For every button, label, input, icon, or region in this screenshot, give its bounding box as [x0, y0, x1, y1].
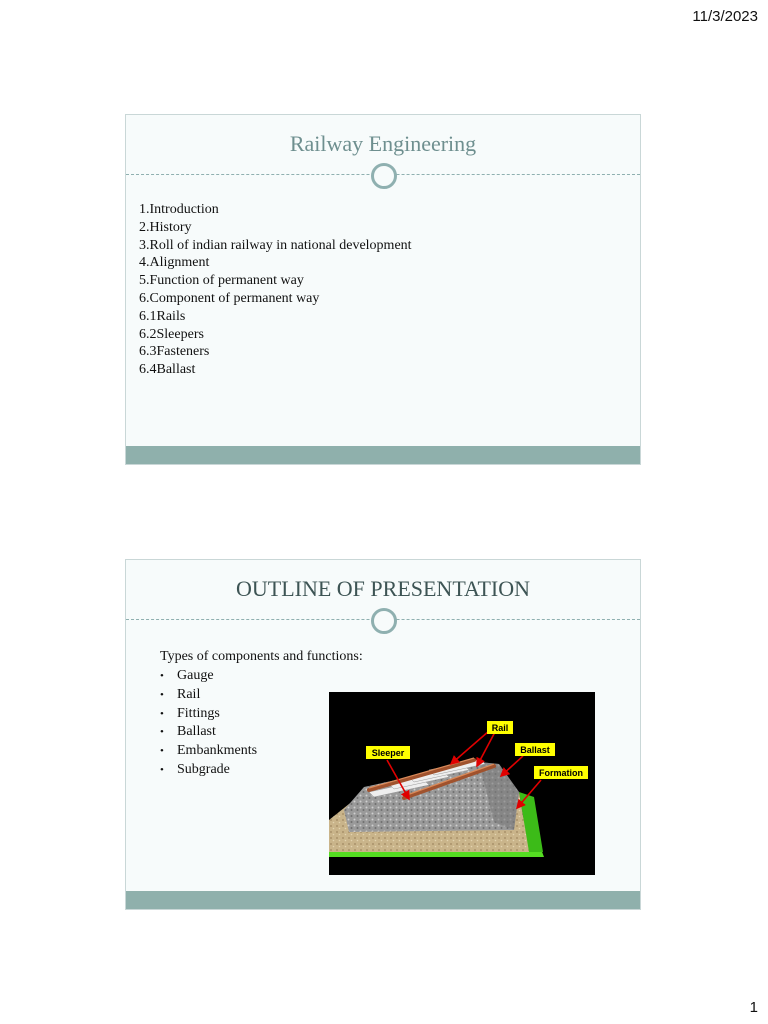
ballast-label: Ballast — [520, 745, 550, 755]
list-item: • Ballast — [160, 723, 257, 742]
list-item: • Gauge — [160, 667, 257, 686]
agenda-list — [139, 201, 412, 379]
slide-footer-bar — [126, 891, 640, 909]
divider-circle-ornament — [371, 608, 397, 634]
page-number: 1 — [749, 999, 758, 1016]
list-item: 1.Introduction — [139, 202, 219, 217]
list-item: 2.History — [139, 219, 192, 235]
list-item: 4.Alignment — [139, 255, 210, 271]
print-date: 11/3/2023 — [692, 8, 758, 25]
list-item: • Embankments — [160, 742, 257, 761]
list-item: 6.4Ballast — [139, 362, 196, 378]
list-item: • Subgrade — [160, 761, 257, 780]
list-item: 6.Component of permanent way — [139, 290, 320, 306]
components-bullet-list — [160, 667, 257, 780]
slide-title: Railway Engineering — [289, 131, 477, 156]
rail-label: Rail — [491, 723, 509, 733]
list-item: 6.3Fasteners — [139, 344, 210, 360]
slide-outline-of-presentation — [125, 559, 641, 910]
list-item: 6.1Rails — [139, 308, 186, 324]
list-item: 5.Function of permanent way — [139, 273, 304, 289]
list-item: • Fittings — [160, 705, 257, 724]
divider-circle-ornament — [371, 163, 397, 189]
slide-title: OUTLINE OF PRESENTATION — [235, 576, 530, 601]
slide-footer-bar — [126, 446, 640, 464]
list-item: • Rail — [160, 686, 257, 705]
list-item: 3.Roll of indian railway in national development — [139, 237, 412, 253]
slide-railway-engineering — [125, 114, 641, 465]
list-item: 6.2Sleepers — [139, 326, 204, 342]
components-intro: Types of components and functions: — [160, 649, 363, 664]
track-diagram — [329, 692, 595, 875]
sleeper-label: Sleeper — [371, 748, 405, 758]
formation-label: Formation — [539, 768, 583, 778]
track-cross-section-image — [329, 692, 595, 875]
